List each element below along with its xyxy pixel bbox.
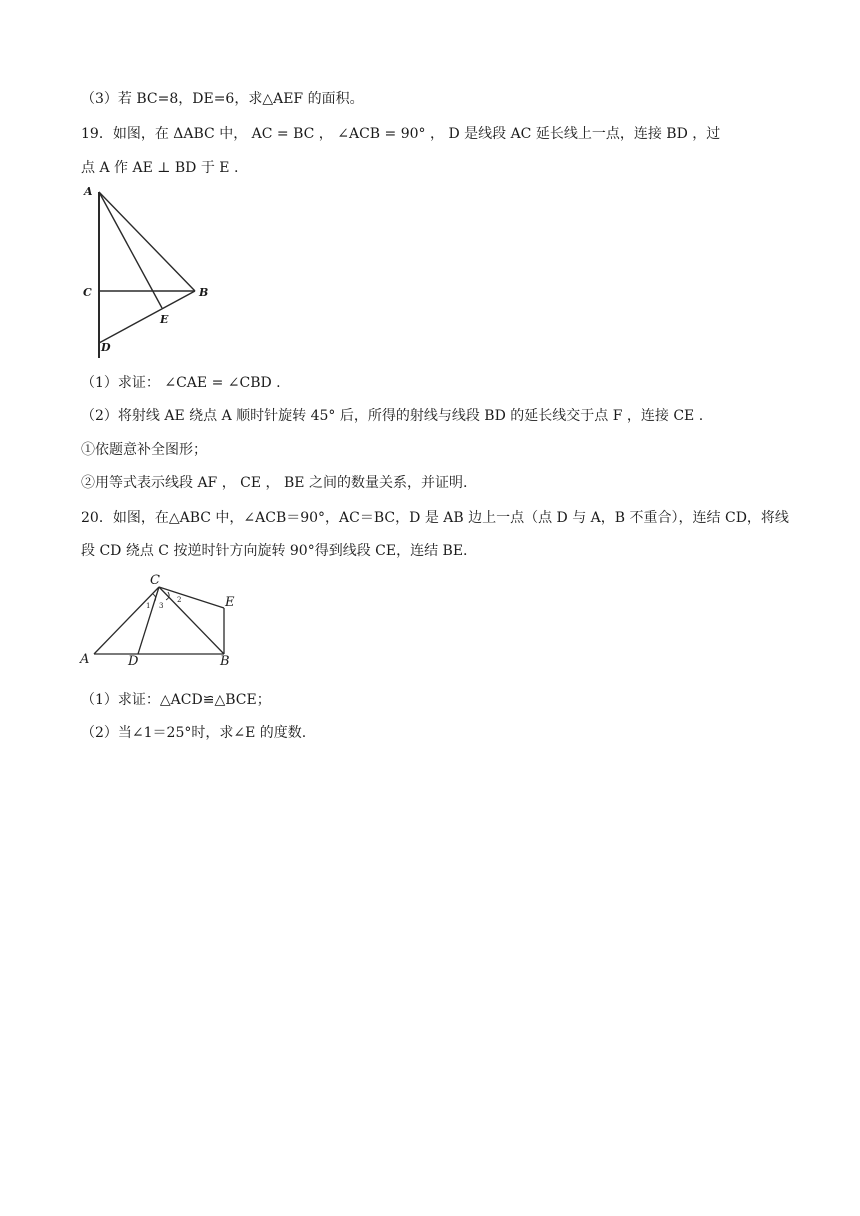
question-19-figure (78, 180, 218, 362)
segment-ca (94, 587, 159, 654)
question-20-line-1: 20．如图，在△ABC 中，∠ACB＝90°，AC＝BC，D 是 AB 边上一点（点 D 与 A，B 不重合），连结 CD，将线 (81, 510, 789, 526)
question-19-line-2: 点 A 作 AE ⊥ BD 于 E . (81, 160, 239, 176)
label-c: C (150, 573, 160, 588)
question-20-part-2: （2）当∠1＝25°时，求∠E 的度数. (81, 725, 307, 741)
label-angle-1: 1 (146, 602, 151, 610)
question-20-figure (78, 570, 248, 670)
label-d: D (128, 654, 139, 669)
question-18-part-3: （3）若 BC=8，DE=6，求△AEF 的面积。 (81, 91, 364, 107)
segment-bd (99, 291, 195, 343)
label-a: A (80, 652, 90, 667)
label-angle-3: 3 (159, 602, 164, 610)
label-angle-2: 2 (177, 596, 182, 604)
label-c: C (83, 286, 92, 299)
label-d: D (101, 341, 111, 354)
question-19-part-1: （1）求证： ∠CAE = ∠CBD . (81, 375, 281, 391)
label-a: A (84, 185, 93, 198)
label-b: B (199, 286, 209, 299)
label-e: E (160, 313, 169, 326)
question-20-part-1: （1）求证：△ACD≌△BCE； (81, 692, 271, 708)
question-19-sub-2: ②用等式表示线段 AF ， CE ， BE 之间的数量关系，并证明. (81, 475, 468, 491)
question-19-sub-1: ①依题意补全图形； (81, 442, 207, 458)
label-e: E (225, 595, 235, 610)
segment-ab (99, 192, 195, 291)
question-20-line-2: 段 CD 绕点 C 按逆时针方向旋转 90°得到线段 CE，连结 BE. (81, 543, 468, 559)
question-19-line-1: 19．如图，在 ΔABC 中， AC = BC ， ∠ACB = 90° ， D 是线段 AC 延长线上一点，连接 BD ，过 (81, 126, 721, 142)
question-19-part-2: （2）将射线 AE 绕点 A 顺时针旋转 45° 后，所得的射线与线段 BD 的延长线交于点 F ，连接 CE . (81, 408, 704, 424)
label-b: B (220, 654, 230, 669)
